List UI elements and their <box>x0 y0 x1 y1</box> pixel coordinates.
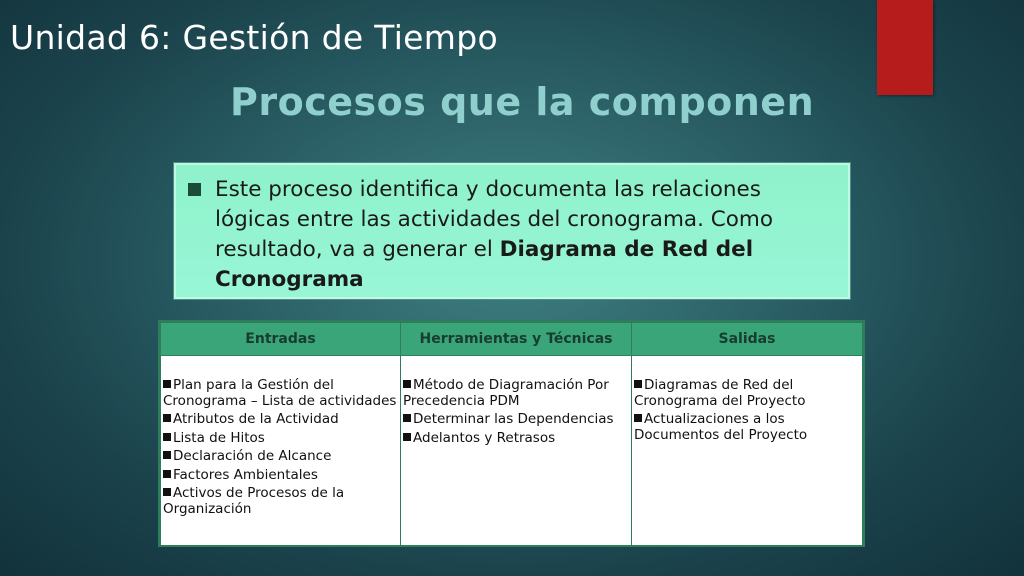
list-item: Actualizaciones a los Documentos del Proyecto <box>634 411 808 443</box>
list-item: Lista de Hitos <box>163 431 398 447</box>
header-entradas: Entradas <box>161 323 401 356</box>
list-item: Plan para la Gestión del Cronograma – Lista de actividades <box>163 377 397 409</box>
bullet-icon <box>634 414 642 422</box>
bullet-icon <box>403 380 411 388</box>
slide-title: Unidad 6: Gestión de Tiempo <box>10 18 498 57</box>
description-emphasis: Diagrama de Red del Cronograma <box>215 237 754 292</box>
bullet-square-icon <box>188 183 201 196</box>
bullet-icon <box>163 380 171 388</box>
slide-subtitle: Procesos que la componen <box>230 80 815 124</box>
header-salidas: Salidas <box>632 323 863 356</box>
header-herramientas: Herramientas y Técnicas <box>401 323 632 356</box>
bullet-icon <box>163 488 171 496</box>
red-accent-tab <box>877 0 933 95</box>
table-header-row <box>161 323 863 356</box>
table-row <box>161 356 863 546</box>
bullet-icon <box>403 414 411 422</box>
bullet-icon <box>163 433 171 441</box>
list-item: Atributos de la Actividad <box>163 412 398 428</box>
list-item: Declaración de Alcance <box>163 449 398 465</box>
bullet-icon <box>163 451 171 459</box>
process-table <box>158 320 865 547</box>
description-text <box>215 175 838 297</box>
list-item: Diagramas de Red del Cronograma del Proyecto <box>634 377 806 409</box>
list-item: Método de Diagramación Por Precedencia PDM <box>403 377 609 409</box>
bullet-icon <box>403 433 411 441</box>
bullet-icon <box>634 380 642 388</box>
entradas-cell <box>161 356 401 546</box>
salidas-cell <box>632 356 863 546</box>
bullet-icon <box>163 414 171 422</box>
list-item: Adelantos y Retrasos <box>403 431 629 447</box>
herramientas-cell <box>401 356 632 546</box>
description-body: Este proceso identifica y documenta las relaciones lógicas entre las actividades del cronograma. Como resultado, va a generar el <box>215 177 774 262</box>
list-item: Determinar las Dependencias <box>403 412 629 428</box>
description-box <box>174 163 850 299</box>
list-item: Factores Ambientales <box>163 468 398 484</box>
list-item: Activos de Procesos de la Organización <box>163 485 345 517</box>
bullet-icon <box>163 470 171 478</box>
